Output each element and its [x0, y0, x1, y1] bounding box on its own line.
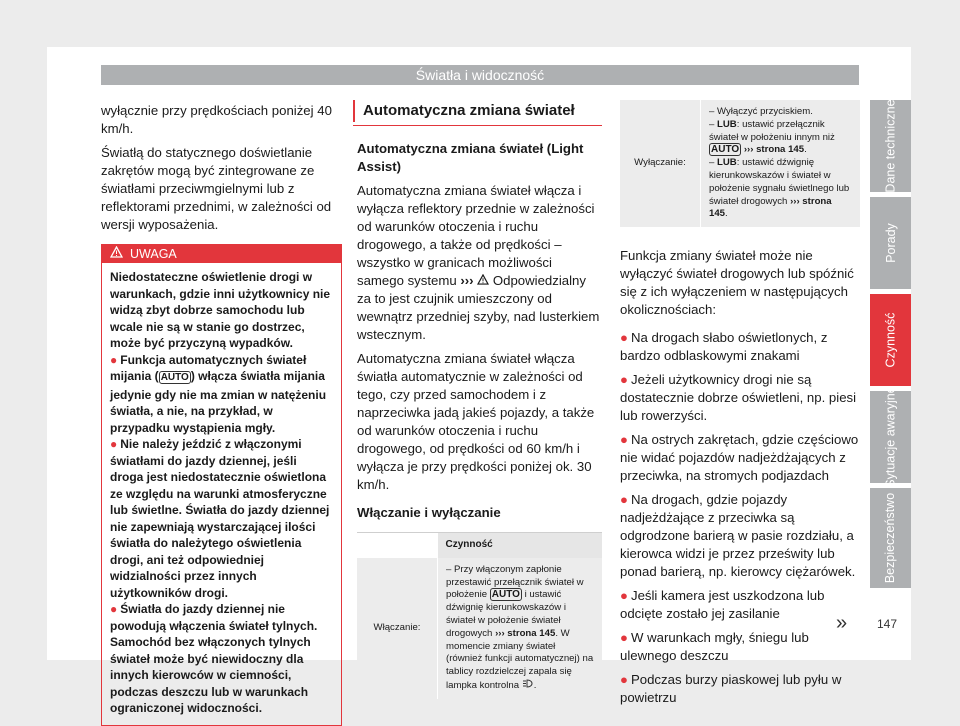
table-row-value: – Wyłączyć przyciskiem. – LUB: ustawić przełącznik świateł w położeniu innym niż AUTO ››› strona 145. – LUB: ustawić dźwignię kierunkowskazów i świateł w położenie sygnału świetlnego lub świateł drogowych ››› strona 145. [701, 100, 861, 227]
control-table [357, 532, 602, 699]
table-header: Czynność [438, 533, 603, 558]
red-bullet-icon: ● [110, 352, 118, 367]
list-item: ● Na drogach, gdzie pojazdy nadjeżdżające z przeciwka są odgrodzone barierą w pasie rozdziału, a kierowca widzi je przez prześwity lub ponad barierą, np. kierowcy ciężarówek. [620, 492, 856, 580]
warning-intro: Niedostateczne oświetlenie drogi w warunkach, gdzie inni użytkownicy nie widzą zbyt dobrze samochodu lub wcale nie są w stanie go dostrzec, może być przyczyną wypadków. [110, 270, 331, 350]
table-row-label: Włączanie: [357, 558, 438, 699]
red-bullet-icon: ● [620, 330, 628, 346]
page-reference-link[interactable]: ››› strona 145 [709, 195, 832, 220]
red-bullet-icon: ● [620, 492, 628, 508]
list-item: ● Na ostrych zakrętach, gdzie częściowo nie widać pojazdów nadjeżdżających z przeciwka, na stromych podjazdach [620, 432, 859, 484]
tab-porady[interactable]: Porady [870, 197, 911, 289]
sub-title: Automatyczna zmiana świateł (Light Assist) [357, 141, 584, 174]
warning-bullet: ● Nie należy jeździć z włączonymi światłami do jazdy dziennej, jeśli droga jest niedostatecznie oświetlona ze względu na warunki atmosferyczne lub świetlne. Światła do jazdy dziennej nie zapewniają wystarczającej ilości światła do należytego oświetlenia drogi, ani też odpowiedniej widzialności przez innych użytkowników drogi. [110, 437, 330, 600]
page-reference-link[interactable]: ››› strona 145 [495, 627, 556, 639]
warning-triangle-icon [477, 273, 489, 288]
warning-bullet: ● Funkcja automatycznych świateł mijania ( AUTO ) włącza światła mijania jedynie gdy nie ma zmian w natężeniu światła, a nie, na przykład, w przypadku wystąpienia mgły. [110, 352, 327, 435]
paragraph: Automatyczna zmiana świateł włącza i wyłącza reflektory przednie w zależności od warunków otoczenia i ruchu drogowego, a także od prędkości – wszystko w granicach możliwości samego systemu ››› Odpowiedzialny za to jest czujnik umieszczony od wewnątrz przedniej szyby, nad lusterkiem wstecznym. [357, 183, 600, 342]
column-right [620, 100, 860, 713]
table-row-value: – Przy włączonym zapłonie przestawić przełącznik świateł w położenie AUTO i ustawić dźwignię kierunkowskazów i świateł w położenie świateł drogowych ››› strona 145. W momencie zmiany świateł (również funkcji automatycznej) na tablicy rozdzielczej zapala się lampka kontrolna . [438, 558, 603, 699]
page-number: 147 [877, 617, 898, 631]
table-row [357, 558, 602, 699]
red-bullet-icon: ● [110, 437, 118, 451]
page-reference-link[interactable]: ››› strona 145 [743, 144, 805, 156]
list-item: ● W warunkach mgły, śniegu lub ulewnego deszczu [620, 630, 809, 664]
page-header: Światła i widoczność [101, 65, 859, 85]
section-title: Automatyczna zmiana świateł [353, 100, 602, 126]
control-table-continued [620, 100, 860, 227]
auto-symbol: AUTO [160, 372, 189, 383]
tab-dane-techniczne[interactable]: Dane techniczne [870, 100, 911, 192]
tab-czynnosc[interactable]: Czynność [870, 294, 911, 386]
sub-title: Włączanie i wyłączanie [357, 505, 501, 520]
list-item: ● Na drogach słabo oświetlonych, z bardzo odblaskowymi znakami [620, 330, 828, 364]
red-bullet-icon: ● [620, 672, 628, 688]
red-bullet-icon: ● [620, 372, 628, 388]
list-item: ● Podczas burzy piaskowej lub pyłu w powietrzu [620, 672, 842, 706]
red-bullet-icon: ● [620, 432, 628, 448]
list-item: ● Jeśli kamera jest uszkodzona lub odcięte zostało jej zasilanie [620, 588, 825, 622]
paragraph: Funkcja zmiany świateł może nie wyłączyć świateł drogowych lub spóźnić się z ich wyłączeniem w następujących okolicznościach: [620, 248, 854, 318]
headlight-assist-icon [522, 680, 534, 691]
table-row [620, 100, 860, 227]
column-middle [357, 100, 602, 699]
warning-triangle-icon [110, 245, 124, 263]
tab-bezpieczenstwo[interactable]: Bezpieczeństwo [870, 488, 911, 588]
cross-reference-arrows[interactable]: ››› [460, 273, 478, 288]
tab-sytuacje-awaryjne[interactable]: Sytuacje awaryjne [870, 391, 911, 483]
auto-symbol: AUTO [491, 589, 520, 601]
red-bullet-icon: ● [620, 588, 628, 604]
continue-marker: » [836, 612, 848, 634]
warning-header [102, 245, 341, 263]
bullet-list [620, 329, 860, 707]
table-row-label: Wyłączanie: [620, 100, 701, 227]
column-left [101, 102, 342, 726]
list-item: ● Jeżeli użytkownicy drogi nie są dostatecznie dobrze oświetleni, np. piesi lub rowerzyści. [620, 372, 857, 424]
warning-box [101, 244, 342, 726]
red-bullet-icon: ● [110, 602, 118, 616]
auto-symbol: AUTO [711, 144, 740, 156]
paragraph: Automatyczna zmiana świateł włącza światła automatycznie w zależności od tego, czy przed samochodem i z naprzeciwka jadą jakieś pojazdy, a także od warunków otoczenia i ruchu drogowego, od prędkości od 60 km/h i wyłącza je przy prędkości poniżej ok. 30 km/h. [357, 351, 595, 492]
paragraph: Światłą do statycznego doświetlanie zakrętów mogą być zintegrowane ze światłami przeciwmgielnymi lub z reflektorami przednimi, w zależności od wersji wyposażenia. [101, 145, 332, 232]
table-header-empty [357, 533, 438, 558]
warning-bullet: ● Światła do jazdy dziennej nie powodują włączenia świateł tylnych. Samochód bez włączonych tylnych świateł może być niewidoczny dla innych kierowców w ciemności, podczas deszczu lub w warunkach ograniczonej widoczności. [110, 602, 318, 715]
paragraph: wyłącznie przy prędkościach poniżej 40 km/h. [101, 103, 332, 136]
red-bullet-icon: ● [620, 630, 628, 646]
warning-text [102, 263, 341, 717]
warning-title: UWAGA [130, 247, 177, 261]
